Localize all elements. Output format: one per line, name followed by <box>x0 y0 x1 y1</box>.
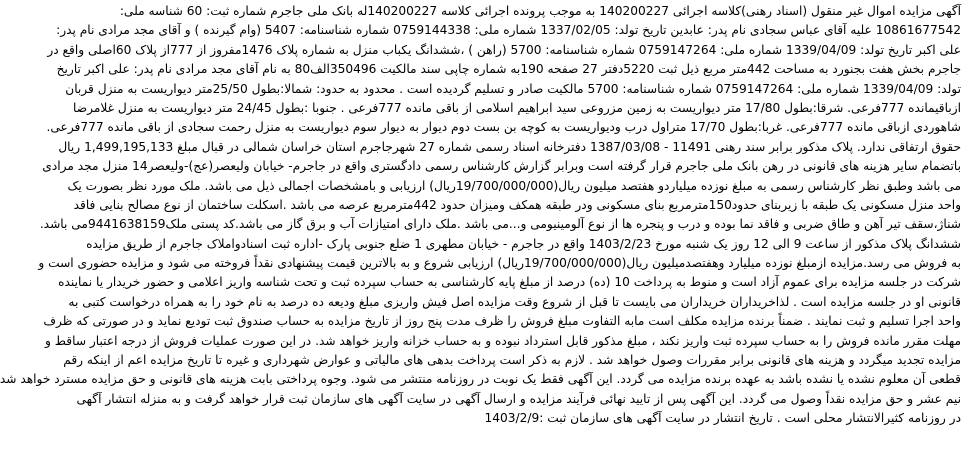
notice-line: قطعی آن معلوم نشده یا نشده باشد به عهده برنده مزایده می گردد. این آگهی فقط یک نوبت در روزنامه منتشر می شود. وجوه پرداختی بابت هزینه های قانونی و حق مزایده مسترد خواهد شد <box>0 372 961 387</box>
notice-line: در روزنامه کثیرالانتشار محلی است . تاریخ انتشار در سایت آگهی های سازمان ثبت :1403/2/9 <box>484 411 961 426</box>
notice-line: نیم عشر و حق مزایده نقداً وصول می گردد. این آگهی پس از تایید نهائی فرآیند مزایده و ارسال آگهی در سایت آگهی های سازمان ثبت قرار خواهد گرفت و به منزله انتشار آگهی <box>76 391 961 406</box>
notice-line: تولد: 1339/04/09 شماره ملی: 0759147264 شماره شناسنامه: 5700 مالکیت صادر و تسلیم گردیده است . محدود به حدود: شمالا:بطول 25/50متر دیواریست به منزل قربان <box>65 81 961 96</box>
notice-line: ششدانگ پلاک مذکور از ساعت 9 الی 12 روز یک شنبه مورخ 1403/2/23 واقع در جاجرم - خیابان مطهری 1 ضلع جنوبی پارک -اداره ثبت اسنادواملاک جاجرم از طریق مزایده <box>86 236 961 251</box>
notice-line: آگهی مزایده اموال غیر منقول (اسناد رهنی)کلاسه اجرائی 140200227 به موجب پرونده اجرائی کلاسه 140200227له بانک ملی جاجرم شماره ثبت: 60 شناسه ملی: <box>119 4 961 18</box>
notice-line: واحد منزل مسکونی یک طبقه با زیربنای حدود150مترمربع بنای مسکونی ودر طبقه همکف ومیزان حدود 442مترمربع عرصه می باشد .اسکلت ساختمان از نوع مصالح بنایی فاقد <box>73 197 961 212</box>
notice-line: قانونی او در جلسه مزایده است . لذاخریداران خریداران می بایست تا قبل از شروع وقت مزایده اصل فیش واریزی مبلغ ودیعه ده درصد به نام خود را به همراه درخواست کتبی به <box>68 294 961 309</box>
notice-line: مزایده تجدید میگردد و هزینه های قانونی برابر مقررات وصول خواهد شد . لازم به ذکر است پرداخت بدهی های مالیاتی و عوارض شهرداری و غیره تا تاریخ مزایده اعم از اینکه رقم <box>63 353 961 368</box>
auction-notice-text <box>0 2 961 449</box>
notice-line: جاجرم بخش هفت بجنورد به مساحت 442متر مربع ذیل ثبت 5220دفتر 27 صفحه 190به شماره چاپی سند مالکیت 350496الف80 به نام آقای مجد مرادی نام پدر: علی اکبر تاریخ <box>56 62 961 77</box>
notice-line: علی اکبر تاریخ تولد: 1339/04/09 شماره ملی: 0759147264 شماره شناسنامه: 5700 (راهن ) ،ششدانگ یکباب منزل به شماره پلاک 1476مفروز از 777از پلاک 60اصلی واقع در <box>47 42 961 57</box>
notice-line: حقوق ارتفاقی ندارد. پلاک مذکور برابر سند رهنی 11491 - 1387/03/08 دفترخانه اسناد رسمی شماره 27 شهرجاجرم استان خراسان شمالی در قبال مبلغ 1,499,195,133 ریال <box>58 139 961 154</box>
notice-line: شرکت در جلسه مزایده برای عموم آزاد است و منوط به پرداخت 10 (ده) درصد از مبلغ پایه کارشناسی به حساب سپرده ثبت و تحت شناسه واریز اعلامی و حضور خریدار یا نماینده <box>58 275 961 290</box>
notice-line: واحد اجرا تسلیم و ثبت نمایند . ضمناً برنده مزایده مکلف است مابه التفاوت مبلغ فروش را ظرف مدت پنج روز از تاریخ مزایده به حساب صندوق ثبت تودیع نماید و در صورتی که ظرف <box>43 314 961 329</box>
notice-line: می باشد وطبق نظر کارشناس رسمی به مبلغ نوزده میلیاردو هفتصد میلیون ریال(19/700/000/000ریال) ارزیابی و بامشخصات اجمالی ذیل می باشد. ملک مورد نظر بصورت یک <box>67 178 961 193</box>
notice-line: باتضمام سایر هزینه های قانونی در رهن بانک ملی جاجرم قرار گرفته است وبرابر گزارش کارشناس رسمی دادگستری واقع در جاجرم- خیابان ولیعصر(عج)-ولیعصر14 منزل مجد مرادی <box>42 159 961 174</box>
notice-line: 10861677542 علیه آقای عباس سجادی نام پدر: عابدین تاریخ تولد: 1337/02/05 شماره ملی: 0759144338 شماره شناسنامه: 5407 (وام گیرنده ) و آقای مجد مرادی نام پدر: <box>56 23 961 38</box>
notice-line: مهلت مقرر مانده فروش را به حساب سپرده ثبت واریز نکند ، مبلغ مذکور قابل استرداد نبوده و به حساب خزانه واریز خواهد شد. در این صورت عملیات فروش از درجه اعتبار ساقط و <box>44 333 961 348</box>
notice-line: شاهوردی ازباقی مانده 777فرعی. غربا:بطول 17/70 متراول درب ودیواریست به کوچه بن بست دوم دیوار به دیوار سوم دیواریست به منزل رحمت سجادی از باقی مانده 777فرعی. <box>46 120 961 135</box>
notice-line: به فروش می رسد.مزایده ازمبلغ نوزده میلیارد وهفتصدمیلیون ریال(19/700/000/000ریال) ارزیابی شروع و به بالاترین قیمت پیشنهادی نقداً فروخته می شود و مزایده حضوری است و <box>38 256 961 271</box>
notice-line: ازباقیمانده 777فرعی. شرقا:بطول 17/80 متر دیواریست به زمین مزروعی سید ابراهیم اسلامی از باقی مانده 777فرعی . جنوبا :بطول 24/45 متر دیواریست به منزل غلامرضا <box>73 100 961 115</box>
notice-line: شناژ،سقف تیر آهن و طاق ضربی و فاقد نما بوده و درب و پنجره ها از نوع آلومینیومی و...می باشد .ملک دارای امتیازات آب و برق گاز می باشد.کد پستی ملک9441638159می باشد. <box>39 217 961 232</box>
